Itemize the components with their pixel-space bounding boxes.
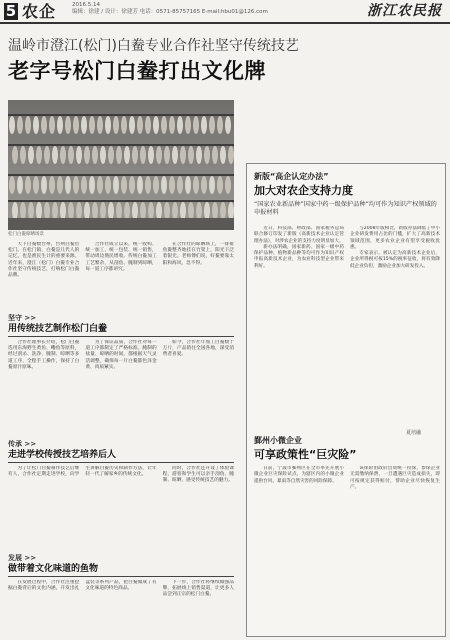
section-body-2 <box>8 466 234 548</box>
second-subhead: 鄞州小微企业 <box>254 436 302 445</box>
hanging-fish <box>204 146 210 164</box>
hanging-fish <box>121 176 127 194</box>
hanging-fish <box>228 146 234 164</box>
hanging-fish <box>172 146 178 164</box>
hanging-fish <box>129 116 135 134</box>
hanging-fish <box>185 176 191 194</box>
section-label-2: 传承 >> <box>8 440 37 448</box>
hanging-fish <box>73 176 79 194</box>
policy-subhead: 新版“高企认定办法” <box>254 172 329 181</box>
hanging-fish <box>57 176 63 194</box>
hanging-fish <box>201 116 207 134</box>
hanging-fish <box>44 146 50 164</box>
hanging-fish <box>124 202 130 220</box>
body-paragraph: 合作社理事长介绍，松门白鲞选用东海野生黄鱼、鳓鱼等原料，经过剖杀、洗净、腌制、晾晒等多道工序，全程手工操作，保持了白鲞原汁原味。 <box>8 340 80 370</box>
hanging-fish <box>212 202 218 220</box>
newspaper-logo: 浙江农民报 <box>367 3 442 19</box>
hanging-fish <box>36 202 42 220</box>
drying-rack-bar <box>8 144 234 146</box>
section-body-3 <box>8 580 234 636</box>
page-number: 5 <box>5 2 17 20</box>
hanging-fish <box>148 202 154 220</box>
hanging-fish <box>108 202 114 220</box>
body-paragraph: 为了让松门白鲞制作技艺后继有人，合作社定期走进学校，向学生讲解白鲞历史和制作方法，让年轻一代了解家乡的传统文化。 <box>8 466 157 478</box>
hanging-fish <box>196 146 202 164</box>
intro-paragraph: 在合作社的晾晒场上，一排排鱼鲞整齐地挂在竹架上，阳光下泛着银光。老师傅们说，好鲞要靠太阳和海风，急不得。 <box>162 242 234 266</box>
hanging-fish <box>25 116 31 134</box>
hanging-fish <box>180 202 186 220</box>
body-paragraph: 专家表示，被认定为高新技术企业后，企业所得税可按15%的税率征收，将有效降低企业负担，激励企业加大研发投入。 <box>350 251 440 269</box>
drying-rack-bar <box>8 114 234 116</box>
hanging-fish <box>193 176 199 194</box>
hanging-fish <box>108 146 114 164</box>
hanging-fish <box>172 202 178 220</box>
lead-intro <box>8 242 234 310</box>
hanging-fish <box>132 202 138 220</box>
hanging-fish <box>193 116 199 134</box>
body-paragraph: 为了保证品质，合作社对每一道工序都制定了严格标准。腌制的盐量、晾晒的时间，都根据天气灵活调整，确保每一片白鲞都色泽金黄、肉质紧实。 <box>85 340 157 370</box>
hanging-fish <box>41 176 47 194</box>
section-label-1: 坚守 >> <box>8 314 37 322</box>
section-body-1 <box>8 340 234 434</box>
photo-caption: 松门白鲞晾晒场景 <box>8 232 44 237</box>
editor-credit: 编辑：徐建 / 设计：徐建芳 <box>72 9 138 15</box>
hanging-fish <box>89 116 95 134</box>
hanging-fish <box>41 116 47 134</box>
hanging-fish <box>33 116 39 134</box>
hanging-fish <box>68 202 74 220</box>
hanging-fish <box>105 176 111 194</box>
hanging-fish <box>209 116 215 134</box>
hanging-fish <box>225 116 231 134</box>
body-paragraph: 如今，合作社年加工白鲞数十万斤，产品销往全国各地，深受消费者喜爱。 <box>162 340 234 358</box>
hanging-fish <box>228 202 234 220</box>
hanging-fish <box>12 146 18 164</box>
hanging-fish <box>156 202 162 220</box>
hanging-fish <box>116 146 122 164</box>
hanging-fish <box>28 202 34 220</box>
body-paragraph: 下一步，合作社将继续做强品牌，拓展线上销售渠道，让更多人品尝到正宗的松门白鲞。 <box>162 580 234 598</box>
hanging-fish <box>177 176 183 194</box>
policy-deck: “国家农业新品种”国家中药一级保护品种”均可作为知识产权领域的申报材料 <box>254 201 437 216</box>
hanging-fish <box>180 146 186 164</box>
hanging-fish <box>65 116 71 134</box>
email-text: E-mail:hbu01@126.com <box>201 9 268 15</box>
hanging-fish <box>209 176 215 194</box>
hanging-fish <box>100 146 106 164</box>
hanging-fish <box>137 176 143 194</box>
section-label-3: 发展 >> <box>8 554 37 562</box>
hanging-fish <box>97 116 103 134</box>
body-paragraph: 同时，合作社还开设了体验课程，游客和学生可以亲手剖鱼、腌制、晾晒，感受传统技艺的魅力。 <box>162 466 234 484</box>
section-name: 农企 <box>22 2 57 21</box>
intro-paragraph: 合作社成立以来，统一收购、统一加工、统一包装、统一销售，带动周边渔民增收。传统白鲞加工工艺繁杂，从剖鱼、腌制到晾晒，每一道工序都讲究。 <box>85 242 157 272</box>
hanging-fish <box>132 146 138 164</box>
hanging-fish <box>92 146 98 164</box>
hanging-fish <box>20 146 26 164</box>
hanging-fish <box>17 176 23 194</box>
body-paragraph: 新办法明确，国家新药、国家一级中药保护品种、植物新品种等均可作为知识产权申报高新技术企业，为农业科技型企业带来利好。 <box>254 244 344 269</box>
hanging-fish <box>9 116 15 134</box>
section-title-1: 用传统技艺制作松门白鲞 <box>8 324 108 334</box>
hanging-fish <box>65 176 71 194</box>
intro-paragraph: 天下白鲞数台州，台州白鲞出松门。在松门镇，白鲞是几代人的记忆，也是渔民生计的重要来源。近年来，澄江（松门）白鲞专业合作社坚守传统技艺，打响松门白鲞品牌。 <box>8 242 80 279</box>
fish-drying-photo <box>8 100 234 230</box>
hanging-fish <box>201 176 207 194</box>
lead-headline: 老字号松门白鲞打出文化牌 <box>8 59 266 83</box>
hanging-fish <box>220 202 226 220</box>
hanging-fish <box>97 176 103 194</box>
hanging-fish <box>68 146 74 164</box>
hanging-fish <box>49 116 55 134</box>
hanging-fish <box>73 116 79 134</box>
hanging-fish <box>129 176 135 194</box>
hanging-fish <box>17 116 23 134</box>
hanging-fish <box>89 176 95 194</box>
hanging-fish <box>116 202 122 220</box>
hanging-fish <box>76 146 82 164</box>
hanging-fish <box>124 146 130 164</box>
hanging-fish <box>44 202 50 220</box>
hanging-fish <box>177 116 183 134</box>
section-title-2: 走进学校传授技艺培养后人 <box>8 450 117 460</box>
hanging-fish <box>153 116 159 134</box>
hanging-fish <box>137 116 143 134</box>
hanging-fish <box>121 116 127 134</box>
lead-subhead: 温岭市澄江(松门)白鲞专业合作社坚守传统技艺 <box>8 38 299 54</box>
hanging-fish <box>76 202 82 220</box>
hanging-fish <box>164 202 170 220</box>
hanging-fish <box>81 116 87 134</box>
hanging-fish <box>164 146 170 164</box>
masthead-rule <box>0 22 450 24</box>
hanging-fish <box>84 146 90 164</box>
body-paragraph: 与2008年版相比，新版办法降低了中小企业研发费用占比的门槛，扩大了高新技术领域范围，更多农业企业有望享受税收优惠。 <box>350 226 440 250</box>
body-paragraph: 该保险由政府出资统一投保，参保企业无需缴纳保费，一旦遭遇巨灾造成损失，即可按规定获得赔付，帮助企业尽快恢复生产。 <box>350 466 440 490</box>
second-body <box>254 466 440 630</box>
hanging-fish <box>145 116 151 134</box>
hanging-fish <box>161 116 167 134</box>
hanging-fish <box>156 146 162 164</box>
hanging-fish <box>148 146 154 164</box>
section-title-3: 做带着文化味道的鱼物 <box>8 564 99 574</box>
hanging-fish <box>220 146 226 164</box>
section-rule <box>8 462 234 463</box>
hanging-fish <box>92 202 98 220</box>
hanging-fish <box>9 176 15 194</box>
hanging-fish <box>217 176 223 194</box>
hanging-fish <box>169 176 175 194</box>
hanging-fish <box>12 202 18 220</box>
hanging-fish <box>188 146 194 164</box>
hanging-fish <box>225 176 231 194</box>
hanging-fish <box>52 146 58 164</box>
drying-rack-bar <box>8 200 234 202</box>
section-rule <box>8 576 234 577</box>
hanging-fish <box>113 116 119 134</box>
hanging-fish <box>49 176 55 194</box>
hanging-fish <box>212 146 218 164</box>
hanging-fish <box>188 202 194 220</box>
hanging-fish <box>140 146 146 164</box>
hanging-fish <box>81 176 87 194</box>
hanging-fish <box>28 146 34 164</box>
hanging-fish <box>196 202 202 220</box>
hanging-fish <box>161 176 167 194</box>
hanging-fish <box>145 176 151 194</box>
second-headline: 可享政策性“巨灾险” <box>254 448 357 461</box>
hanging-fish <box>33 176 39 194</box>
drying-rack-bar <box>8 174 234 176</box>
body-paragraph: 近日，科技部、财政部、国家税务总局联合修订印发了新版《高新技术企业认定管理办法》，对涉农企业的支持力度明显加大。 <box>254 226 344 244</box>
phone-text: 电话：0571-85757165 <box>139 9 201 15</box>
hanging-fish <box>185 116 191 134</box>
hanging-fish <box>100 202 106 220</box>
policy-body <box>254 226 440 426</box>
hanging-fish <box>204 202 210 220</box>
policy-byline: 夏培融 <box>406 430 422 436</box>
body-paragraph: 日前，宁波市鄞州区在全市率先开展小微企业巨灾保险试点，为辖区内的小微企业提供台风、暴雨等自然灾害的风险保障。 <box>254 466 344 484</box>
policy-headline: 加大对农企支持力度 <box>254 184 353 197</box>
hanging-fish <box>169 116 175 134</box>
hanging-fish <box>60 146 66 164</box>
hanging-fish <box>153 176 159 194</box>
hanging-fish <box>25 176 31 194</box>
hanging-fish <box>52 202 58 220</box>
lead-photo <box>8 100 234 230</box>
hanging-fish <box>20 202 26 220</box>
masthead-meta <box>72 2 268 16</box>
body-paragraph: 在发展过程中，合作社注重挖掘白鲞背后的文化内涵，开发出礼盒装等系列产品，把白鲞做成了有文化味道的特色商品。 <box>8 580 157 592</box>
issue-date: 2016.5.14 <box>72 2 100 8</box>
masthead <box>0 0 450 24</box>
hanging-fish <box>113 176 119 194</box>
hanging-fish <box>105 116 111 134</box>
hanging-fish <box>84 202 90 220</box>
hanging-fish <box>140 202 146 220</box>
hanging-fish <box>36 146 42 164</box>
hanging-fish <box>60 202 66 220</box>
hanging-fish <box>217 116 223 134</box>
section-rule <box>8 336 234 337</box>
hanging-fish <box>57 116 63 134</box>
